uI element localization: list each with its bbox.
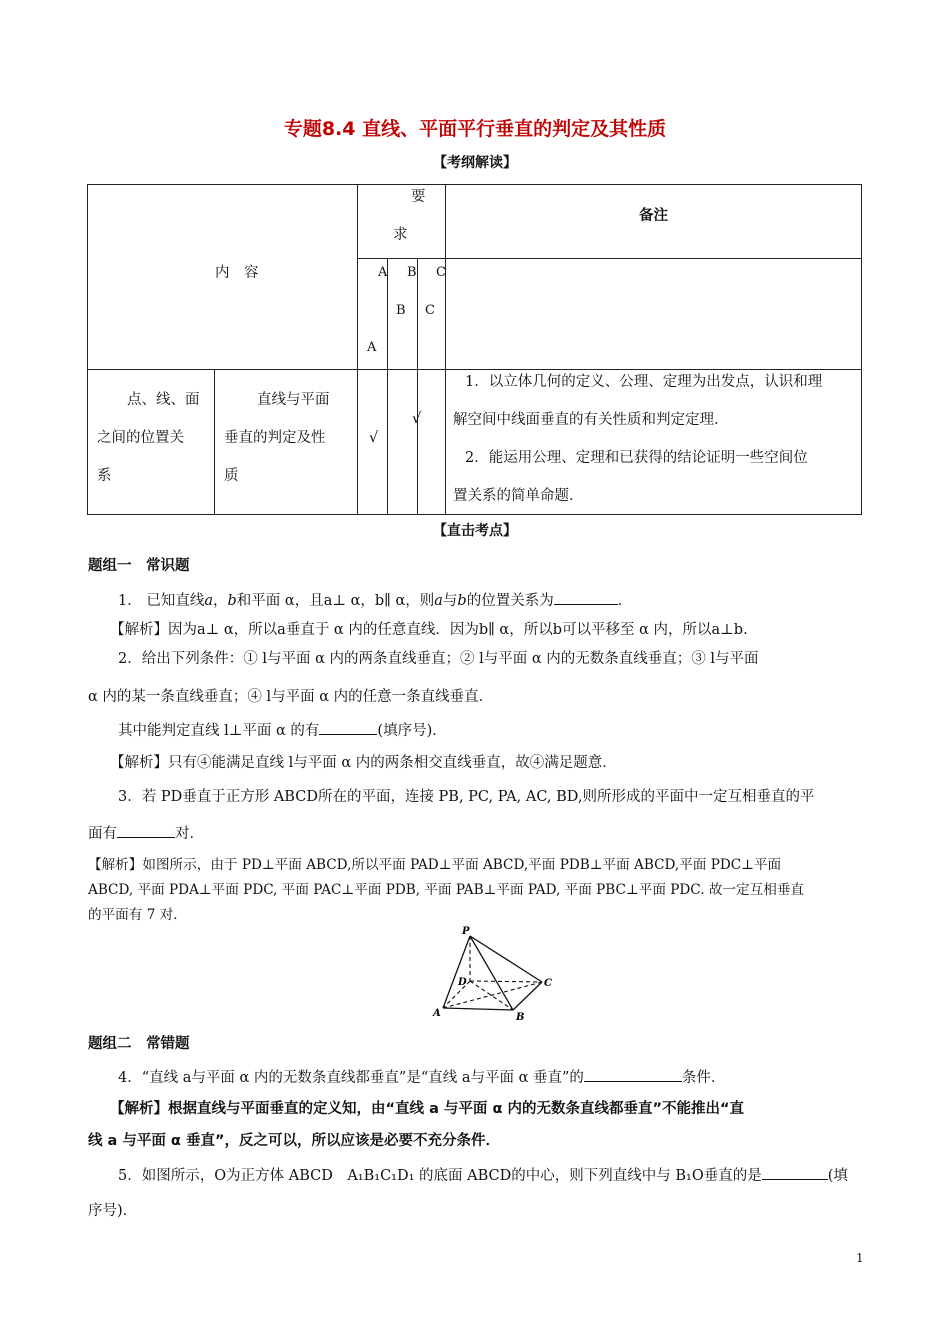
category-line-3: 系 [97,468,112,484]
answer-blank-2 [319,720,377,735]
syllabus-table [87,184,862,515]
answer-3-line-3: 的平面有 7 对． [88,907,187,923]
question-2-line-3: 其中能判定直线 l⊥平面 α 的有 (填序号)． [118,719,447,740]
label-b: B [516,1012,525,1023]
note-header: 备注 [639,207,668,224]
topic-line-2: 垂直的判定及性 [224,430,326,446]
answer-4-line-2: 线 a 与平面 α 垂直”，反之可以，所以应该是必要不充分条件． [88,1133,500,1149]
group-1-heading: 题组一 常识题 [88,557,190,574]
question-2-line-2: α 内的某一条直线垂直；④ l与平面 α 内的任意一条直线垂直． [88,689,494,705]
check-mark-c: √ [412,411,422,427]
level-c-top: C [436,265,446,280]
level-c-mid: C [425,303,435,318]
check-mark-a: √ [369,430,379,446]
level-a-bottom: A [367,340,377,355]
label-a: A [433,1008,441,1019]
question-1: 1． 已知直线a，b和平面 α，且a⊥ α，b∥ α，则a与b的位置关系为 ． [118,589,632,610]
label-p: P [462,926,470,937]
note-line-2: 解空间中线面垂直的有关性质和判定定理． [453,412,729,428]
answer-4-line-1: 【解析】根据直线与平面垂直的定义知，由“直线 a 与平面 α 内的无数条直线都垂直”不能推出“直 [110,1101,745,1117]
answer-blank-1 [554,590,618,605]
question-5-line-1: 5．如图所示，O为正方体 ABCD A₁B₁C₁D₁ 的底面 ABCD的中心，则下列直线中与 B₁O垂直的是 (填 [118,1164,848,1185]
note-line-3: 2．能运用公理、定理和已获得的结论证明一些空间位 [465,450,808,466]
answer-3-line-2: ABCD, 平面 PDA⊥平面 PDC, 平面 PAC⊥平面 PDB, 平面 PAB⊥平面 PAD, 平面 PBC⊥平面 PDC. 故一定互相垂直 [88,882,805,898]
zjkd-heading: 【直击考点】 [433,523,517,539]
requirement-header-1: 要 [411,189,426,205]
question-4: 4．“直线 a与平面 α 内的无数条直线都垂直”是“直线 a与平面 α 垂直”的 条件． [118,1066,725,1087]
answer-blank-5 [762,1165,828,1180]
note-line-4: 置关系的简单命题． [453,488,584,504]
answer-3-line-1: 【解析】如图所示，由于 PD⊥平面 ABCD,所以平面 PAD⊥平面 ABCD,平面 PDB⊥平面 ABCD,平面 PDC⊥平面 [88,857,782,873]
level-a-top: A [378,265,388,280]
category-line-1: 点、线、面 [127,392,200,408]
topic-line-3: 质 [224,468,239,484]
category-line-2: 之间的位置关 [97,430,184,446]
answer-1: 【解析】因为a⊥ α，所以a垂直于 α 内的任意直线．因为b∥ α，所以b可以平移至 α 内，所以a⊥b. [110,622,748,638]
answer-2: 【解析】只有④能满足直线 l与平面 α 内的两条相交直线垂直，故④满足题意． [110,755,617,771]
question-5-line-2: 序号)． [88,1203,138,1219]
page-title: 专题8.4 直线、平面平行垂直的判定及其性质 [283,118,667,140]
answer-blank-3 [117,823,175,838]
page-number: 1 [856,1251,864,1265]
level-b-top: B [407,265,417,280]
question-2-line-1: 2．给出下列条件：① l与平面 α 内的两条直线垂直；② l与平面 α 内的无数条直线垂直；③ l与平面 [118,651,759,667]
label-c: C [544,978,552,989]
question-3-line-2: 面有 对． [88,822,204,843]
pyramid-figure [425,924,560,1024]
question-3-line-1: 3．若 PD垂直于正方形 ABCD所在的平面，连接 PB, PC, PA, AC, BD,则所形成的平面中一定互相垂直的平 [118,789,815,805]
label-d: D [458,977,467,988]
content-header: 内 容 [215,265,259,281]
requirement-header-2: 求 [393,227,408,243]
kgjd-heading: 【考纲解读】 [433,155,517,171]
note-line-1: 1．以立体几何的定义、公理、定理为出发点，认识和理 [465,374,823,390]
group-2-heading: 题组二 常错题 [88,1035,190,1052]
topic-line-1: 直线与平面 [257,392,330,408]
level-b-mid: B [396,303,406,318]
answer-blank-4 [584,1067,682,1082]
